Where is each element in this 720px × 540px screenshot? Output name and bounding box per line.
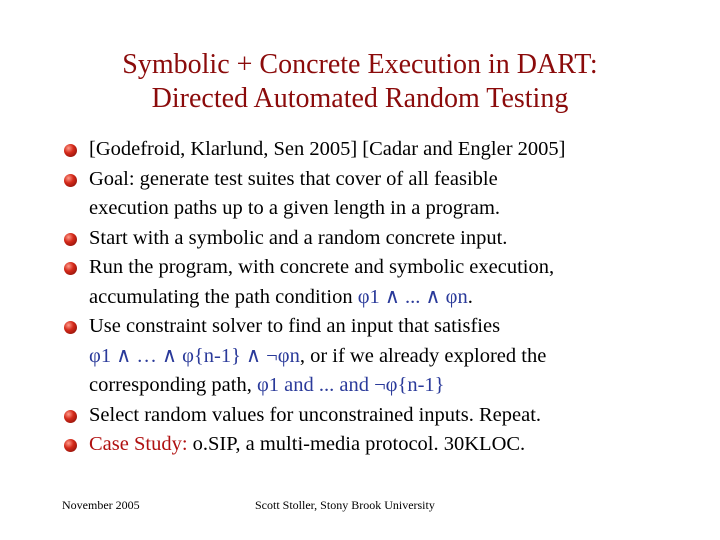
alternate-condition-formula: φ1 and ... and ¬φ{n-1}: [256, 374, 445, 396]
bullet-text: Select random values for unconstrained inputs. Repeat.: [89, 403, 542, 426]
bullet-select: [64, 401, 704, 431]
bullet-icon: [64, 174, 77, 187]
footer-author: Scott Stoller, Stony Brook University: [255, 498, 435, 512]
bullet-case-study: [64, 430, 704, 460]
bullet-solver: [64, 312, 704, 401]
bullet-run: [64, 253, 704, 312]
negated-condition-formula: φ1 ∧ … ∧ φ{n-1} ∧ ¬φn: [89, 344, 300, 367]
bullet-text: accumulating the path condition: [89, 285, 358, 308]
bullet-text: Use constraint solver to find an input that satisfies: [89, 315, 501, 337]
bullet-icon: [64, 321, 77, 334]
bullet-icon: [64, 144, 77, 157]
bullet-citations: [64, 135, 704, 165]
case-study-label: Case Study:: [89, 433, 188, 455]
bullet-goal: [64, 165, 704, 224]
bullet-list: [64, 135, 704, 460]
bullet-icon: [64, 262, 77, 275]
bullet-icon: [64, 439, 77, 452]
slide-title: [0, 48, 720, 116]
title-line-1: Symbolic + Concrete Execution in DART:: [122, 49, 598, 80]
footer-date: November 2005: [62, 498, 140, 512]
bullet-text: o.SIP, a multi-media protocol. 30KLOC.: [187, 433, 526, 455]
bullet-text: Run the program, with concrete and symbolic execution,: [89, 256, 555, 278]
title-line-2: Directed Automated Random Testing: [151, 83, 569, 114]
bullet-icon: [64, 233, 77, 246]
bullet-text: Start with a symbolic and a random concrete input.: [89, 226, 508, 249]
bullet-text: execution paths up to a given length in a program.: [89, 197, 501, 219]
bullet-text: , or if we already explored the: [299, 344, 547, 367]
bullet-icon: [64, 410, 77, 423]
bullet-text: Goal: generate test suites that cover of all feasible: [89, 167, 498, 190]
bullet-text: .: [467, 285, 473, 308]
path-condition-formula: φ1 ∧ ... ∧ φn: [357, 285, 468, 308]
bullet-text: corresponding path,: [89, 374, 257, 396]
bullet-text: [Godefroid, Klarlund, Sen 2005] [Cadar and Engler 2005]: [89, 138, 566, 160]
bullet-start: [64, 224, 704, 254]
